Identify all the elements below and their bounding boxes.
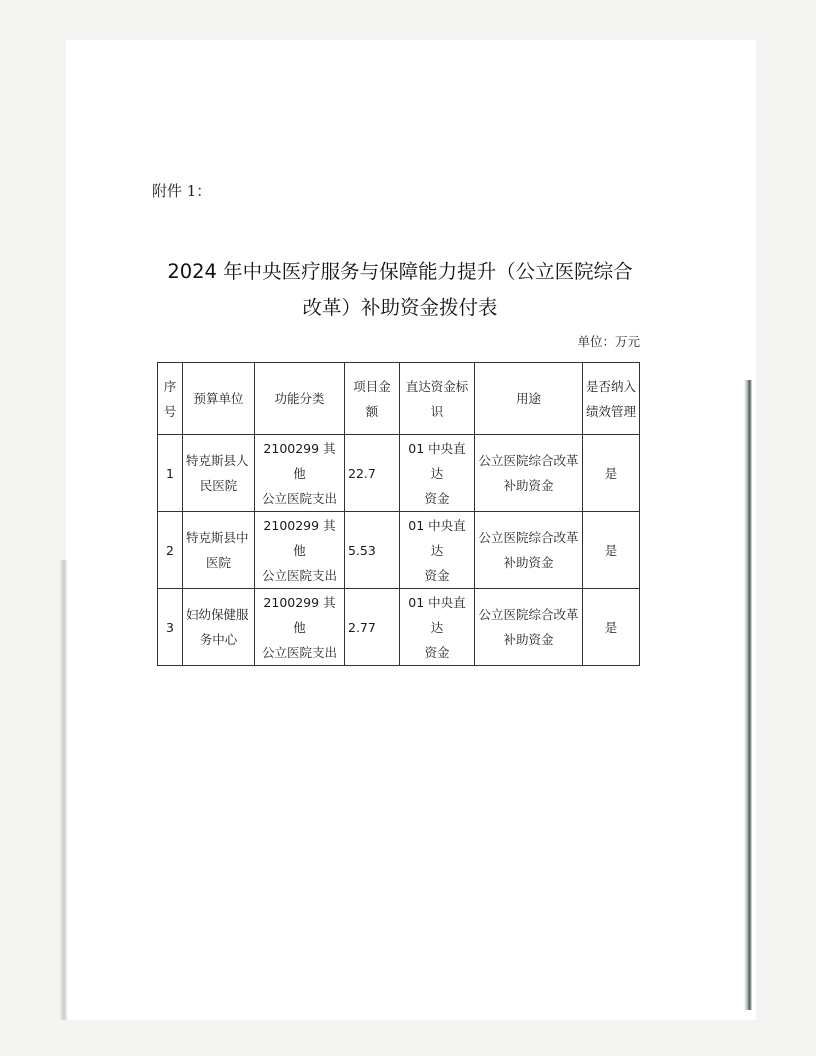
cell-amount: 2.77 — [345, 589, 400, 666]
header-fund-flag: 直达资金标 识 — [400, 363, 475, 435]
table-row — [158, 435, 640, 512]
cell-performance: 是 — [583, 435, 640, 512]
cell-fund-flag: 01 中央直达 资金 — [400, 435, 475, 512]
cell-function-category: 2100299 其他 公立医院支出 — [255, 512, 345, 589]
header-budget-unit: 预算单位 — [183, 363, 255, 435]
attachment-label: 附件 1： — [152, 182, 212, 200]
cell-purpose: 公立医院综合改革 补助资金 — [475, 589, 583, 666]
cell-purpose: 公立医院综合改革 补助资金 — [475, 512, 583, 589]
header-purpose: 用途 — [475, 363, 583, 435]
cell-amount: 5.53 — [345, 512, 400, 589]
cell-budget-unit: 特克斯县人 民医院 — [183, 435, 255, 512]
header-function-category: 功能分类 — [255, 363, 345, 435]
cell-fund-flag: 01 中央直达 资金 — [400, 512, 475, 589]
header-amount: 项目金额 — [345, 363, 400, 435]
cell-performance: 是 — [583, 512, 640, 589]
scan-shadow-right — [744, 380, 752, 1010]
table-row — [158, 589, 640, 666]
cell-seq: 1 — [158, 435, 183, 512]
cell-budget-unit: 妇幼保健服 务中心 — [183, 589, 255, 666]
cell-seq: 2 — [158, 512, 183, 589]
cell-fund-flag: 01 中央直达 资金 — [400, 589, 475, 666]
header-performance: 是否纳入 绩效管理 — [583, 363, 640, 435]
cell-seq: 3 — [158, 589, 183, 666]
scan-shadow-left — [60, 560, 68, 1020]
title-line-2: 改革）补助资金拨付表 — [302, 296, 498, 319]
table-header-row — [158, 363, 640, 435]
title-line-1: 2024 年中央医疗服务与保障能力提升（公立医院综合 — [167, 260, 633, 283]
allocation-table — [157, 362, 640, 666]
cell-purpose: 公立医院综合改革 补助资金 — [475, 435, 583, 512]
unit-label: 单位：万元 — [577, 334, 640, 349]
cell-performance: 是 — [583, 589, 640, 666]
document-title — [150, 254, 650, 326]
header-seq: 序 号 — [158, 363, 183, 435]
cell-budget-unit: 特克斯县中 医院 — [183, 512, 255, 589]
table-row — [158, 512, 640, 589]
cell-function-category: 2100299 其他 公立医院支出 — [255, 589, 345, 666]
cell-function-category: 2100299 其他 公立医院支出 — [255, 435, 345, 512]
cell-amount: 22.7 — [345, 435, 400, 512]
